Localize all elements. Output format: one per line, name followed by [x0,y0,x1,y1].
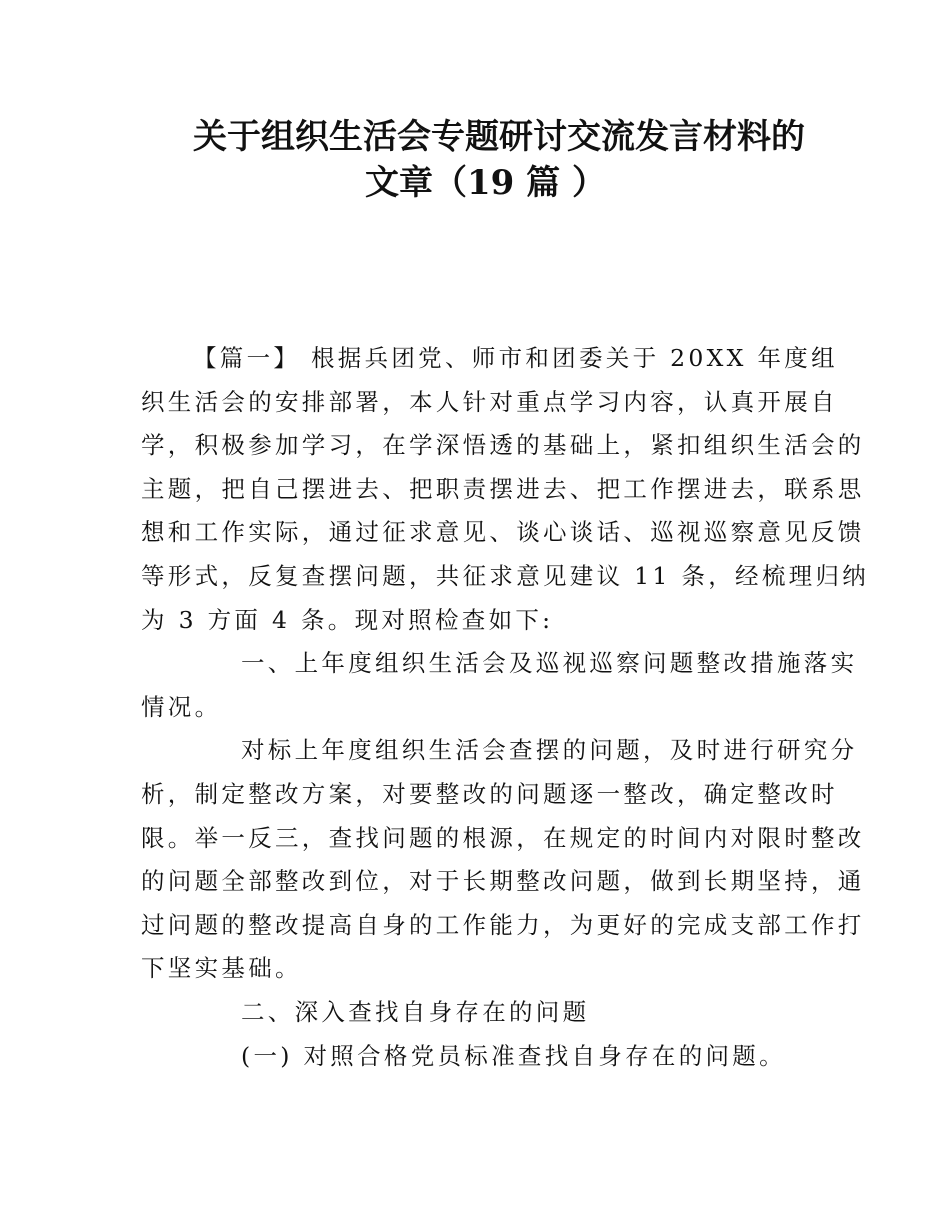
paragraph-line: 学，积极参加学习，在学深悟透的基础上，紧扣组织生活会的 [141,431,865,460]
paragraph-line: 为 3 方面 4 条。现对照检查如下: [141,605,554,634]
paragraph-line: 一、上年度组织生活会及巡视巡察问题整改措施落实 [241,649,858,678]
paragraph-line: 想和工作实际，通过征求意见、谈心谈话、巡视巡察意见反馈 [141,518,865,547]
document-title-line-2-text: 文章（19 篇 ） [365,163,606,203]
paragraph-line: 织生活会的安排部署，本人针对重点学习内容，认真开展自 [141,387,838,416]
paragraph-line: 主题，把自己摆进去、把职责摆进去、把工作摆进去，联系思 [141,474,865,503]
paragraph-line: 析，制定整改方案，对要整改的问题逐一整改，确定整改时 [141,780,838,808]
paragraph-line: 限。举一反三，查找问题的根源，在规定的时间内对限时整改 [141,823,865,852]
paragraph-line: 二、深入查找自身存在的问题 [241,998,590,1026]
document-title-line-1: 关于组织生活会专题研讨交流发言材料的 [193,117,805,157]
paragraph-line: (一) 对照合格党员标准查找自身存在的问题。 [241,1041,786,1070]
paragraph-line: 的问题全部整改到位，对于长期整改问题，做到长期坚持，通 [141,867,865,896]
paragraph-line: 过问题的整改提高自身的工作能力，为更好的完成支部工作打 [141,910,865,939]
paragraph-line: 情况。 [141,692,222,721]
paragraph-line: 【篇一】 根据兵团党、师市和团委关于 20XX 年度组 [193,344,838,372]
paragraph-line: 对标上年度组织生活会查摆的问题，及时进行研究分 [241,736,858,765]
document-body [141,0,870,1230]
paragraph-line: 下坚实基础。 [141,954,302,983]
paragraph-line: 等形式，反复查摆问题，共征求意见建议 11 条，经梳理归纳 [141,562,870,590]
